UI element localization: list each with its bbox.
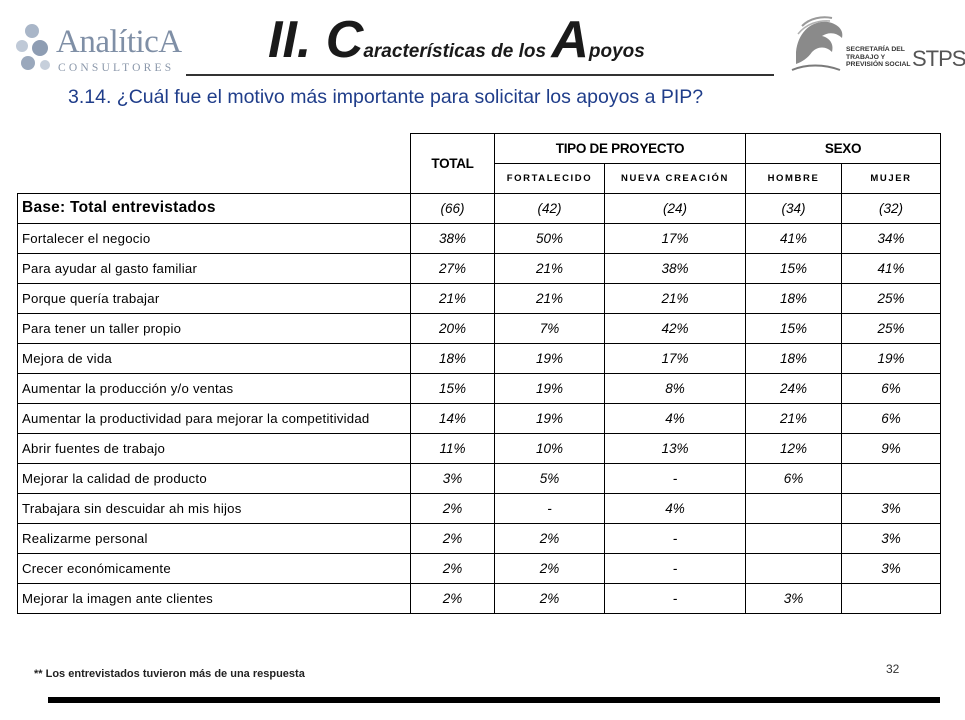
table-row — [18, 223, 941, 253]
row-value: - — [495, 493, 605, 523]
row-value: 2% — [495, 553, 605, 583]
title-part-2: aracterísticas de los — [363, 41, 552, 62]
row-value: 38% — [605, 253, 746, 283]
row-label: Aumentar la productividad para mejorar la competitividad — [18, 403, 411, 433]
subheader-fortalecido: FORTALECIDO — [495, 164, 605, 194]
row-label: Base: Total entrevistados — [18, 193, 411, 223]
row-value — [746, 523, 842, 553]
row-value: 12% — [746, 433, 842, 463]
row-value: 17% — [605, 223, 746, 253]
question-text: 3.14. ¿Cuál fue el motivo más importante para solicitar los apoyos a PIP? — [68, 86, 704, 108]
row-value: (34) — [746, 193, 842, 223]
table-row-base — [18, 193, 941, 223]
logo-dots-icon — [12, 22, 52, 72]
row-value: 7% — [495, 313, 605, 343]
row-label: Mejorar la imagen ante clientes — [18, 583, 411, 613]
eagle-emblem-icon — [788, 12, 848, 76]
table-corner — [18, 134, 411, 164]
page-title — [268, 10, 645, 70]
table-row — [18, 313, 941, 343]
row-value: (42) — [495, 193, 605, 223]
header-sexo: SEXO — [746, 134, 941, 164]
row-value: - — [605, 553, 746, 583]
row-label: Para tener un taller propio — [18, 313, 411, 343]
row-value: 19% — [495, 343, 605, 373]
header-tipo-proyecto: TIPO DE PROYECTO — [495, 134, 746, 164]
subheader-nueva-creacion: NUEVA CREACIÓN — [605, 164, 746, 194]
row-value: 19% — [842, 343, 941, 373]
row-value: 6% — [842, 403, 941, 433]
row-value: 3% — [746, 583, 842, 613]
row-value — [746, 553, 842, 583]
row-value: (32) — [842, 193, 941, 223]
row-value: 21% — [746, 403, 842, 433]
row-value: 4% — [605, 493, 746, 523]
stps-org-name: SECRETARÍA DEL TRABAJO Y PREVISIÓN SOCIAL — [846, 46, 911, 68]
row-value: 18% — [746, 283, 842, 313]
table-row — [18, 343, 941, 373]
row-value: 3% — [842, 493, 941, 523]
title-part-1: II. C — [268, 11, 364, 69]
row-label: Realizarme personal — [18, 523, 411, 553]
row-value: 21% — [411, 283, 495, 313]
row-value: 8% — [605, 373, 746, 403]
logo-name: AnalíticA — [56, 24, 182, 60]
row-value: 38% — [411, 223, 495, 253]
row-value — [746, 493, 842, 523]
row-label: Porque quería trabajar — [18, 283, 411, 313]
row-value: 15% — [746, 253, 842, 283]
footnote: ** Los entrevistados tuvieron más de una respuesta — [34, 668, 305, 680]
row-value: 50% — [495, 223, 605, 253]
table-row — [18, 553, 941, 583]
row-value: 3% — [842, 553, 941, 583]
table-row — [18, 283, 941, 313]
row-value: 6% — [842, 373, 941, 403]
row-value: 42% — [605, 313, 746, 343]
logo-subtitle: CONSULTORES — [58, 62, 175, 74]
row-value: - — [605, 583, 746, 613]
table-row — [18, 523, 941, 553]
row-value: 2% — [411, 523, 495, 553]
row-value: 17% — [605, 343, 746, 373]
row-value: 5% — [495, 463, 605, 493]
row-value: 2% — [495, 523, 605, 553]
row-value: 19% — [495, 403, 605, 433]
row-label: Para ayudar al gasto familiar — [18, 253, 411, 283]
row-value: 2% — [495, 583, 605, 613]
title-part-4: poyos — [588, 41, 645, 62]
row-label: Trabajara sin descuidar ah mis hijos — [18, 493, 411, 523]
row-value: 18% — [411, 343, 495, 373]
row-value: 24% — [746, 373, 842, 403]
page-number: 32 — [886, 662, 900, 676]
row-value: 2% — [411, 583, 495, 613]
table-row — [18, 463, 941, 493]
title-underline — [186, 74, 774, 76]
row-label: Mejorar la calidad de producto — [18, 463, 411, 493]
row-value: 21% — [495, 253, 605, 283]
row-value: 19% — [495, 373, 605, 403]
table-row — [18, 403, 941, 433]
results-table — [17, 133, 941, 614]
row-value: 21% — [495, 283, 605, 313]
row-label: Aumentar la producción y/o ventas — [18, 373, 411, 403]
row-value: 14% — [411, 403, 495, 433]
row-label: Abrir fuentes de trabajo — [18, 433, 411, 463]
row-value — [842, 583, 941, 613]
row-value: 13% — [605, 433, 746, 463]
row-value — [842, 463, 941, 493]
row-value: 2% — [411, 493, 495, 523]
row-value: 9% — [842, 433, 941, 463]
row-value: 25% — [842, 283, 941, 313]
row-value: 10% — [495, 433, 605, 463]
analitica-logo — [12, 18, 182, 76]
stps-acronym: STPS — [912, 46, 965, 71]
row-label: Crecer económicamente — [18, 553, 411, 583]
row-value: 18% — [746, 343, 842, 373]
row-value: 15% — [411, 373, 495, 403]
row-value: (24) — [605, 193, 746, 223]
row-value: 3% — [411, 463, 495, 493]
row-value: 11% — [411, 433, 495, 463]
row-value: 4% — [605, 403, 746, 433]
table-row — [18, 583, 941, 613]
table-row — [18, 433, 941, 463]
row-value: 34% — [842, 223, 941, 253]
row-value: 20% — [411, 313, 495, 343]
row-value: 41% — [842, 253, 941, 283]
row-value: (66) — [411, 193, 495, 223]
row-value: 25% — [842, 313, 941, 343]
header-total: TOTAL — [411, 134, 495, 194]
table-row — [18, 493, 941, 523]
table-row — [18, 253, 941, 283]
row-value: 27% — [411, 253, 495, 283]
table-row — [18, 373, 941, 403]
bottom-bar — [48, 697, 940, 703]
row-label: Fortalecer el negocio — [18, 223, 411, 253]
row-value: 41% — [746, 223, 842, 253]
title-part-3: A — [551, 11, 589, 69]
row-value: - — [605, 463, 746, 493]
table-corner-sub — [18, 164, 411, 194]
row-value: - — [605, 523, 746, 553]
row-value: 15% — [746, 313, 842, 343]
row-value: 21% — [605, 283, 746, 313]
stps-logo — [786, 10, 965, 80]
row-value: 3% — [842, 523, 941, 553]
row-label: Mejora de vida — [18, 343, 411, 373]
row-value: 6% — [746, 463, 842, 493]
row-value: 2% — [411, 553, 495, 583]
subheader-hombre: HOMBRE — [746, 164, 842, 194]
subheader-mujer: MUJER — [842, 164, 941, 194]
